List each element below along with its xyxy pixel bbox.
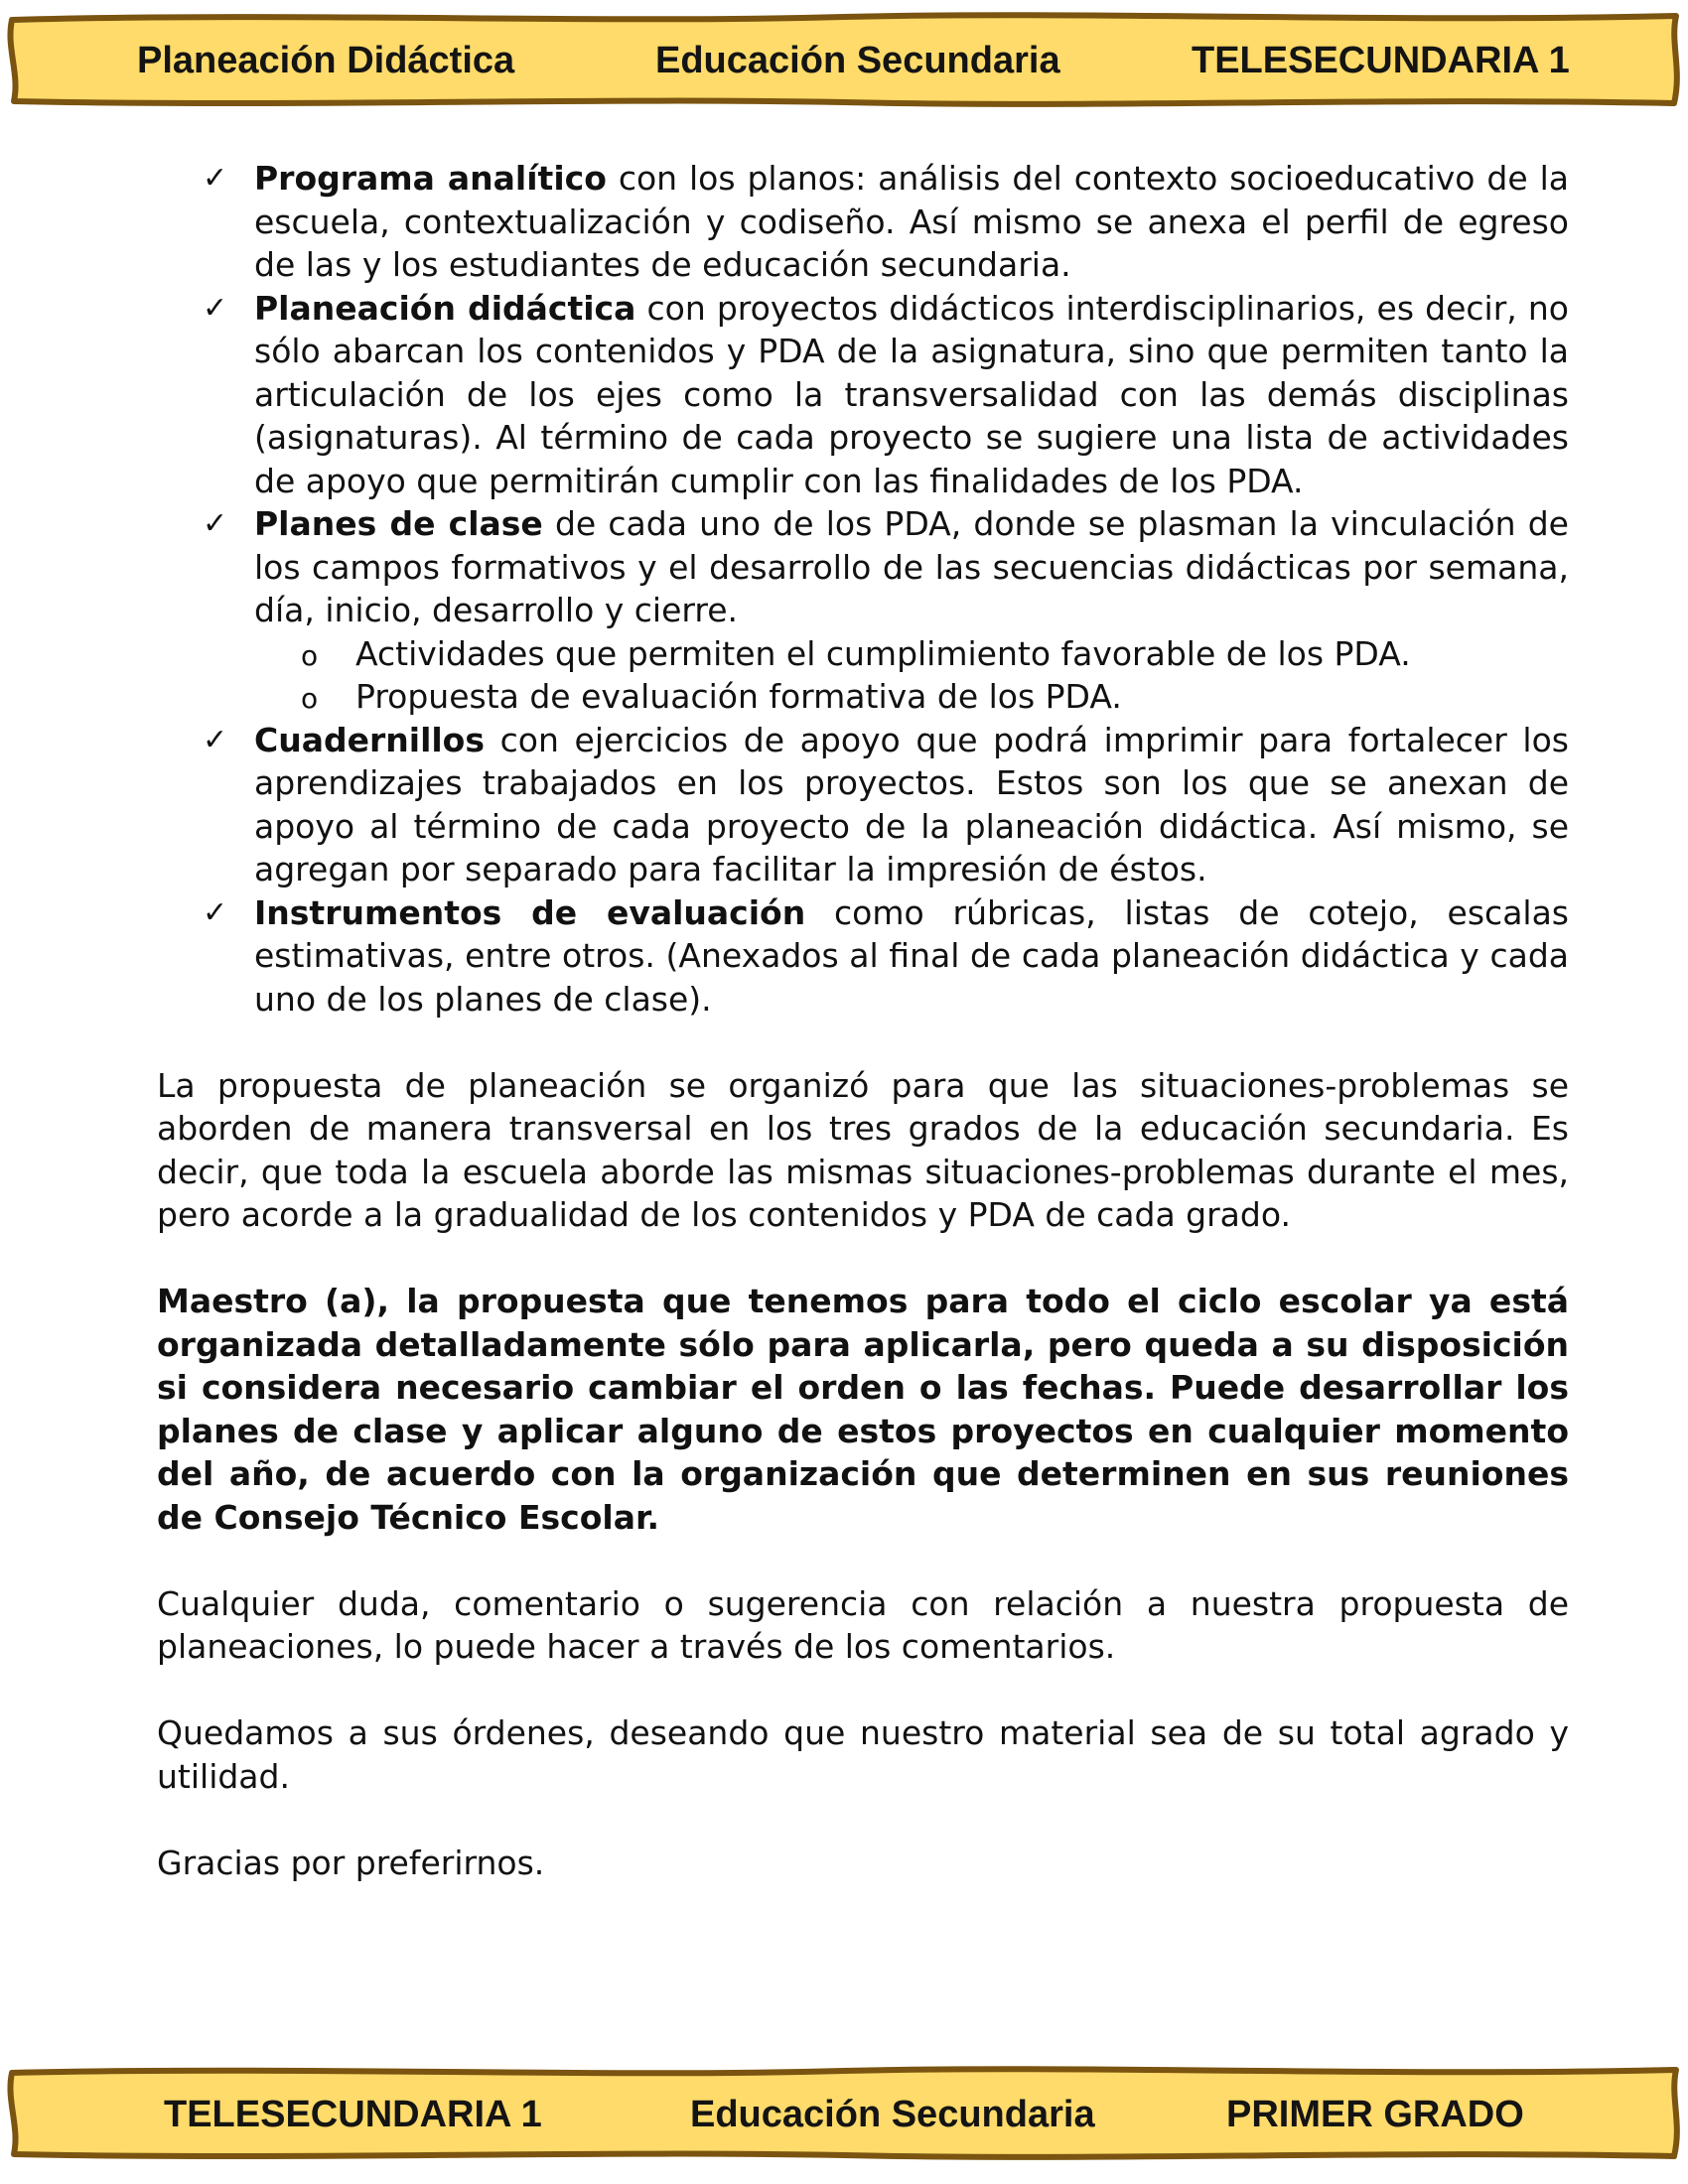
list-item-text: con ejercicios de apoyo que podrá imprimir para fortalecer los aprendizajes trabajados en los proyectos. Estos son los que se anexan de apoyo al término de cada proyecto de la planeación didáctica. Así mismo, se agregan por separado para facilitar la impresión de éstos.: [254, 720, 1569, 888]
feature-list: [157, 157, 1569, 1021]
paragraph-proposal: La propuesta de planeación se organizó para que las situaciones-problemas se aborden de manera transversal en los tres grados de la educación secundaria. Es decir, que toda la escuela aborde las mismas situaciones-problemas durante el mes, pero acorde a la gradualidad de los contenidos y PDA de cada grado.: [157, 1065, 1569, 1234]
list-item-term: Planeación didáctica: [254, 288, 636, 328]
sub-list-item: [157, 632, 1569, 676]
list-item-term: Instrumentos de evaluación: [254, 892, 806, 932]
list-item-text: como rúbricas, listas de cotejo, escalas estimativas, entre otros. (Anexados al final de cada planeación didáctica y cada uno de los planes de clase).: [254, 892, 1569, 1019]
list-item: [157, 287, 1569, 503]
check-icon: ✓: [203, 506, 228, 541]
list-item: [157, 891, 1569, 1022]
list-item-term: Cuadernillos: [254, 720, 485, 759]
list-item: [157, 719, 1569, 891]
header-right-title: TELESECUNDARIA 1: [1192, 40, 1570, 81]
footer-center-title: Educación Secundaria: [690, 2094, 1095, 2135]
sub-list-item-text: Propuesta de evaluación formativa de los PDA.: [355, 677, 1122, 716]
header-banner: [0, 8, 1688, 113]
list-item-term: Programa analítico: [254, 159, 607, 198]
list-item-text: con proyectos didácticos interdisciplinarios, es decir, no sólo abarcan los contenidos y PDA de la asignatura, sino que permiten tanto la articulación de los ejes como la transversalidad con las demás disciplinas (asignaturas). Al término de cada proyecto se sugiere una lista de actividades de apoyo que permitirán cumplir con las finalidades de los PDA.: [254, 288, 1569, 500]
header-center-title: Educación Secundaria: [655, 40, 1060, 81]
check-icon: ✓: [203, 722, 228, 757]
list-item-text: con los planos: análisis del contexto socioeducativo de la escuela, contextualización y codiseño. Así mismo se anexa el perfil de egreso de las y los estudiantes de educación secundaria.: [254, 159, 1569, 284]
footer-right-title: PRIMER GRADO: [1226, 2094, 1524, 2135]
paragraph-closing: Quedamos a sus órdenes, deseando que nuestro material sea de su total agrado y utilidad.: [157, 1713, 1569, 1796]
sub-list-item: [157, 675, 1569, 719]
footer-banner: [0, 2061, 1688, 2166]
list-item-text: de cada uno de los PDA, donde se plasman la vinculación de los campos formativos y el desarrollo de las secuencias didácticas por semana, día, inicio, desarrollo y cierre.: [254, 504, 1569, 629]
check-icon: ✓: [203, 161, 228, 196]
document-body: [157, 157, 1569, 1884]
check-icon: ✓: [203, 290, 228, 326]
paragraph-teacher-note: Maestro (a), la propuesta que tenemos para todo el ciclo escolar ya está organizada detalladamente sólo para aplicarla, pero queda a su disposición si considera necesario cambiar el orden o las fechas. Puede desarrollar los planes de clase y aplicar alguno de estos proyectos en cualquier momento del año, de acuerdo con la organización que determinen en sus reuniones de Consejo Técnico Escolar.: [157, 1282, 1569, 1537]
sub-list: [157, 632, 1569, 719]
list-item: [157, 502, 1569, 719]
list-item-term: Planes de clase: [254, 504, 543, 543]
paragraph-thanks: Gracias por preferirnos.: [157, 1843, 545, 1882]
paragraph-questions: Cualquier duda, comentario o sugerencia con relación a nuestra propuesta de planeaciones, lo puede hacer a través de los comentarios.: [157, 1583, 1569, 1666]
list-item: [157, 157, 1569, 287]
sub-list-item-text: Actividades que permiten el cumplimiento favorable de los PDA.: [355, 633, 1411, 673]
circle-icon: o: [301, 638, 319, 672]
check-icon: ✓: [203, 894, 228, 930]
footer-left-title: TELESECUNDARIA 1: [164, 2094, 542, 2135]
header-left-title: Planeación Didáctica: [137, 40, 515, 81]
circle-icon: o: [301, 682, 319, 715]
